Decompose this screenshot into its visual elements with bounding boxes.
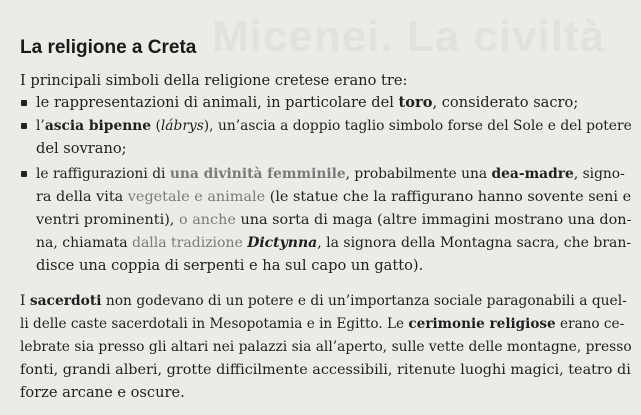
- intro-line: I principali simboli della religione cretese erano tre:: [20, 72, 408, 89]
- paragraph-2-line3: lebrate sia presso gli altari nei palazzi sia all’aperto, sulle vette delle montagne, presso: [20, 339, 632, 355]
- bullet-item-3-line5: disce una coppia di serpenti e ha sul capo un gatto).: [36, 257, 424, 274]
- bullet-marker-2: [21, 123, 27, 129]
- bullet-item-3-line2: ra della vita vegetale e animale (le statue che la raffigurano hanno sovente seni e: [36, 189, 632, 205]
- paragraph-2-line4: fonti, grandi alberi, grotte difficilmente accessibili, ritenute luoghi magici, teatro di: [20, 362, 631, 378]
- paragraph-2-line1: I sacerdoti non godevano di un potere e di un’importanza sociale paragonabili a quel-: [20, 293, 627, 309]
- paragraph-2-line5: forze arcane e oscure.: [20, 384, 185, 401]
- bullet-item-1: le rappresentazioni di animali, in particolare del toro, considerato sacro;: [36, 94, 579, 111]
- bullet-item-3: le raffigurazioni di una divinità femminile, probabilmente una dea-madre, signo-: [36, 166, 625, 182]
- bullet-item-2-cont: del sovrano;: [36, 140, 127, 157]
- bullet-item-3-line3: ventri prominenti), o anche una sorta di maga (altre immagini mostrano una don-: [36, 212, 632, 228]
- section-heading: La religione a Creta: [20, 37, 197, 58]
- bullet-item-2: l’ascia bipenne (lábrys), un’ascia a doppio taglio simbolo forse del Sole e del potere: [36, 118, 632, 134]
- bullet-item-3-line4: na, chiamata dalla tradizione Dictynna, la signora della Montagna sacra, che bran-: [36, 235, 632, 251]
- background-watermark: Micenei. La civiltà: [212, 12, 606, 61]
- bullet-marker-1: [21, 100, 27, 106]
- bullet-marker-3: [21, 171, 27, 177]
- paragraph-2-line2: li delle caste sacerdotali in Mesopotamia e in Egitto. Le cerimonie religiose erano ce-: [20, 316, 625, 332]
